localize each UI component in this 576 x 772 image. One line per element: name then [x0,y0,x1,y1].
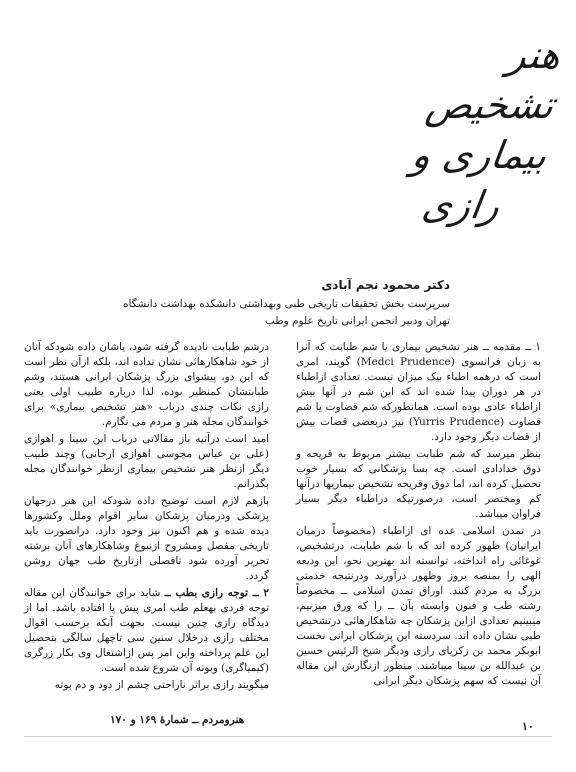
footer-divider [24,736,552,737]
affiliation-line-2: تهران ودبیر انجمن ایرانی تاریخ علوم وطب [264,315,450,327]
right-text-column [296,340,541,691]
author-affiliation [120,296,450,330]
title-line-2: رازی [419,183,503,227]
paragraph: امید است درآتیه باز مقالاتی درباب ابن سینا و اهوازی (علی بن عباس مجوسی اهوازی ارجانی) وچند طبیب دیگر ازنظر هنر تشخیص بیماری ازنظر خوانندگان مجله بگذرانم. [24,433,269,490]
paragraph: درشم طبابت نادیده گرفته شود، یاشان داده شودکه آنان از خود شاهکارهائی نشان نداده اند، بلکه ازآن نظر است که این دو، پیشوای بزرگ پزشکان ایرانی هستند، وشم طبابتشان کمنظیر بوده، لذا درباره طبیب اولی یعنی رازی نکات چندی درباب «هنر تشخیص بیماری» برای خوانندگان مجله هنر و مردم می نگارم. [24,341,269,428]
author-name: دکتر محمود نجم آبادی [321,278,450,292]
paragraph: ۱ ــ مقدمه ــ هنر تشخیص بیماری یا شم طبابت که آنرا به زبان فرانسوی (Medci Prudence) گویند، امری است که درهمه اطباء بیک میزان نیست. تعدادی ازاطباء در هر دوران پیدا شده اند که این شم در آنها بیش ازاطباء عادی بوده است. همانطورکه شم قضاوت یا شم قضاوت (Yurris Prudence) نیز دربعضی قضات بیش از قضات دیگر وجود دارد. [296,341,542,443]
left-text-column [24,340,269,695]
page-number: ۱۰ [522,720,534,733]
section-paragraph [24,586,269,676]
paragraph: در تمدن اسلامی عده ای ازاطباء (مخصوصاً درمیان ایرانیان) ظهور کرده اند که با شم طبابت، درتشخیص، غوغائی راه انداخته، توانسته اند بهترین نحو، این ودیعه الهی را بمنصه بروز وظهور درآورند ودرنتیجه خدمتی بزرگ به مردم کنند. اوراق تمدن اسلامی ــ مخصوصاً رشته طب و فنون وابسته بآن ــ را که ورق میزنیم، میبینیم تعدادی ازاین پزشکان چه شاهکارهائی درتشخیص طبی نشان داده اند. سردسته این پزشکان ایرانی نخست ابوبکر محمد بن زکریای رازی ودیگر شیخ الرئیس حسین بن عبدالله بن سینا میباشند. منظور ازنگارش این مقاله آن نیست که سهم پزشکان دیگر ایرانی [296,525,541,687]
paragraph: میگویند رازی براثر ناراحتی چشم از دود و دم بوته [54,679,269,691]
section-text: شاید برای خوانندگان این مقاله توجه فردی بهعلم طب امری پیش پا افتاده باشد. اما از دیدگاه رازی چنین نیست. بجهت آنکه برحسب اقوال مختلف رازی درخلال سنین سی تاچهل سالگی بتحصیل این علم پرداخته واین امر پس ازاشتغال وی بکار زرگری (کیمیاگری) وبوته آن شروع شده است. [24,587,269,674]
paragraph: بنظر میرسد که شم طبابت بیشتر مربوط به قریحه و ذوق خدادادی است. چه بسا پزشکانی که بسیار خوب تحصیل کرده اند، اما ذوق وقریحه تشخیص بیماریها درآنها کم ومختصر است، درصورتیکه دراطباء دیگر بسیار فراوان میباشد. [296,448,541,520]
title-line-1: هنر تشخیص بیماری و [409,33,564,177]
section-heading: ۲ ــ توجه رازی بطب ــ [164,587,269,599]
paragraph: بازهم لازم است توضیح داده شودکه این هنر درجهان پزشکی ودرمیان پزشکان سایر اقوام وملل وکشورها دیده شده و هم اکنون نیز وجود دارد. درانصورت باید تاریخی مفصل ومشروح ازنبوغ وشاهکارهای آنان برشته تحریر آورده شود تافصلی ازتاریخ طب جهان روشن گردد. [24,495,269,582]
journal-issue: هنرومردم ــ شمارهٔ ۱۶۹ و ۱۷۰ [110,714,245,726]
article-title [356,30,564,230]
affiliation-line-1: سرپرست بخش تحقیقات تاریخی طبی وبهداشتی دانشکده بهداشت دانشگاه [122,298,450,310]
